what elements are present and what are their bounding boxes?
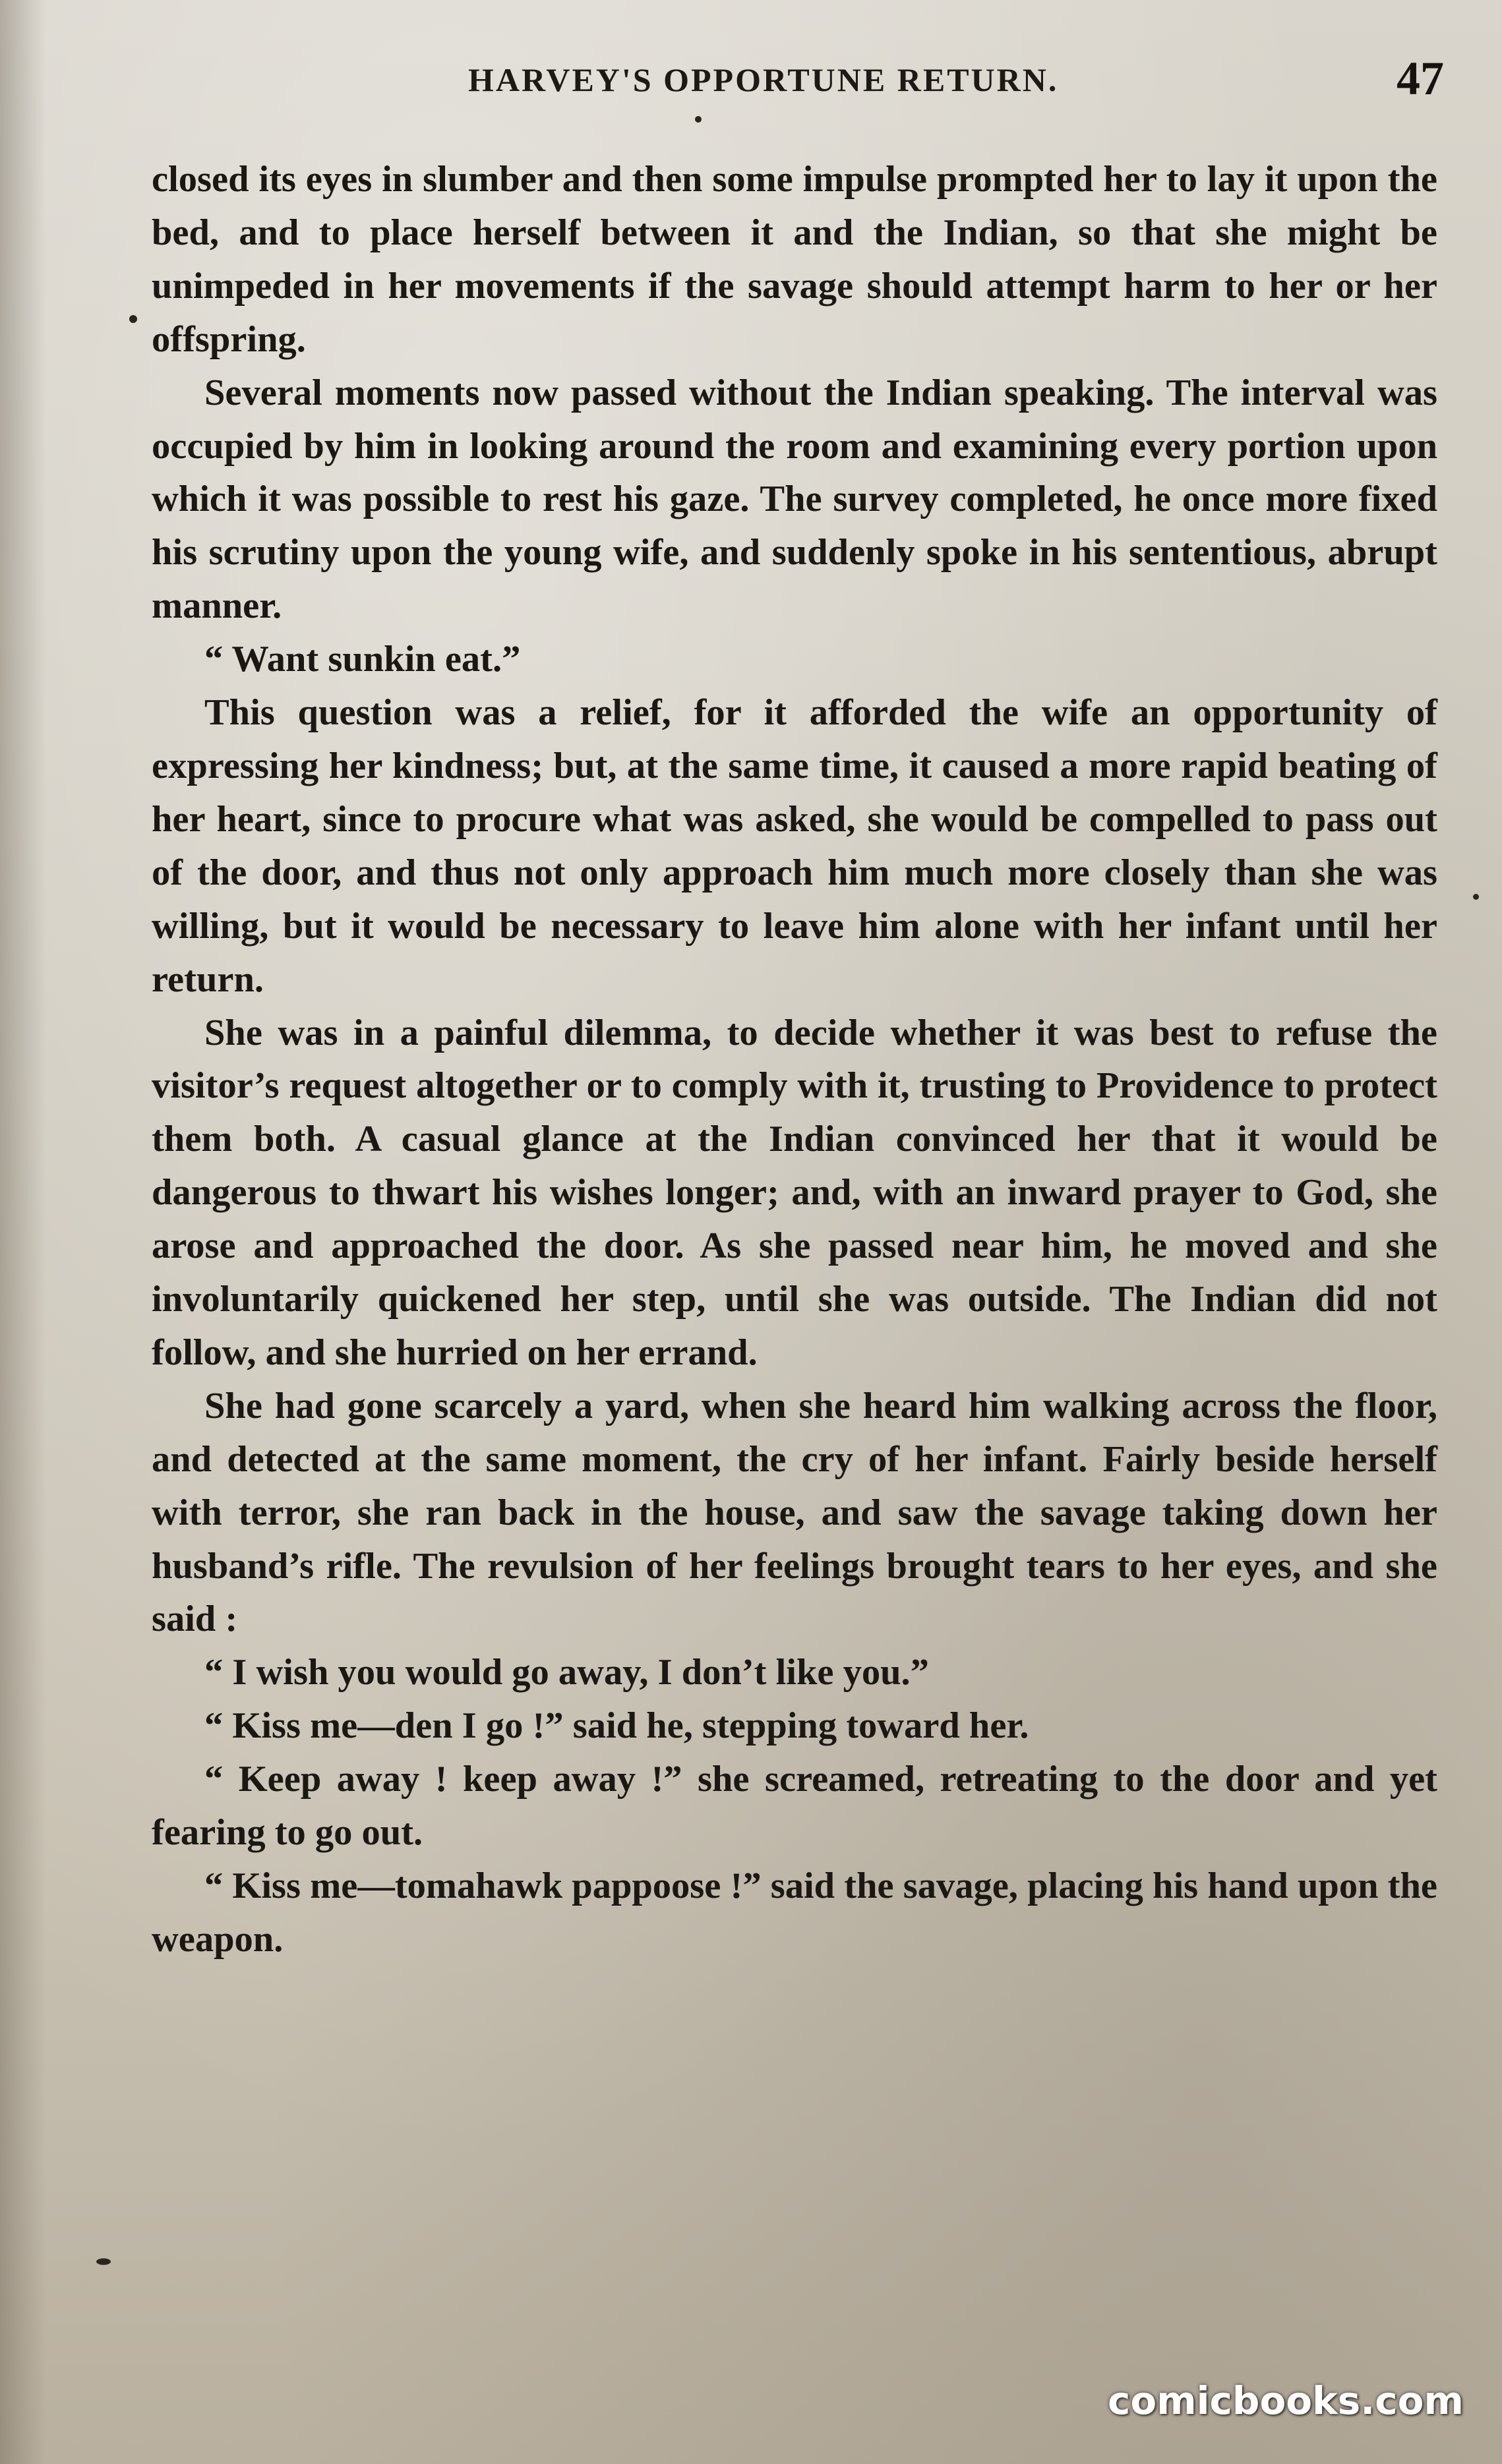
paragraph: closed its eyes in slumber and then some impulse prompted her to lay it upon the bed, and to place herself between it and the Indian, so that she might be unimpeded in her movements if the savage should attempt harm to her or her offspring.	[152, 159, 1437, 360]
ink-speck	[129, 315, 137, 323]
paragraph: “ I wish you would go away, I don’t like you.”	[204, 1652, 929, 1693]
running-head: HARVEY'S OPPORTUNE RETURN.	[468, 61, 1059, 98]
ink-speck	[96, 2258, 111, 2265]
paragraph: Several moments now passed without the Indian speaking. The interval was occupied by him in looking around the room and examining every portion upon which it was possible to rest his gaze. The survey completed, he once more fixed his scrutiny upon the young wife, and suddenly spoke in his sententious, abrupt manner.	[152, 372, 1437, 627]
ink-speck	[1473, 894, 1479, 900]
page-header	[0, 51, 1502, 111]
ink-speck	[695, 116, 702, 123]
paragraph: “ Kiss me—tomahawk pappoose !” said the savage, placing his hand upon the weapon.	[152, 1865, 1437, 1960]
paragraph: This question was a relief, for it afforded the wife an opportunity of expressing her kindness; but, at the same time, it caused a more rapid beating of her heart, since to procure what was asked, she would be compelled to pass out of the door, and thus not only approach him much more closely than she was willing, but it would be necessary to leave him alone with her infant until her return.	[152, 692, 1437, 1000]
body-text	[152, 153, 1437, 1966]
paragraph: “ Keep away ! keep away !” she screamed, retreating to the door and yet fearing to go out.	[152, 1759, 1437, 1854]
page-number: 47	[1397, 52, 1444, 105]
watermark-text: comicbooks.com	[1108, 2378, 1464, 2423]
paragraph: “ Kiss me—den I go !” said he, stepping toward her.	[204, 1705, 1029, 1747]
paragraph: She had gone scarcely a yard, when she heard him walking across the floor, and detected at the same moment, the cry of her infant. Fairly beside herself with terror, she ran back in the house, and saw the savage taking down her husband’s rifle. The revulsion of her feelings brought tears to her eyes, and she said :	[152, 1385, 1437, 1640]
paragraph: She was in a painful dilemma, to decide whether it was best to refuse the visitor’s request altogether or to comply with it, trusting to Providence to protect them both. A casual glance at the Indian convinced her that it would be dangerous to thwart his wishes longer; and, with an inward prayer to God, she arose and approached the door. As she passed near him, he moved and she involuntarily quickened her step, until she was outside. The Indian did not follow, and she hurried on her errand.	[152, 1012, 1437, 1373]
paragraph: “ Want sunkin eat.”	[204, 639, 521, 680]
